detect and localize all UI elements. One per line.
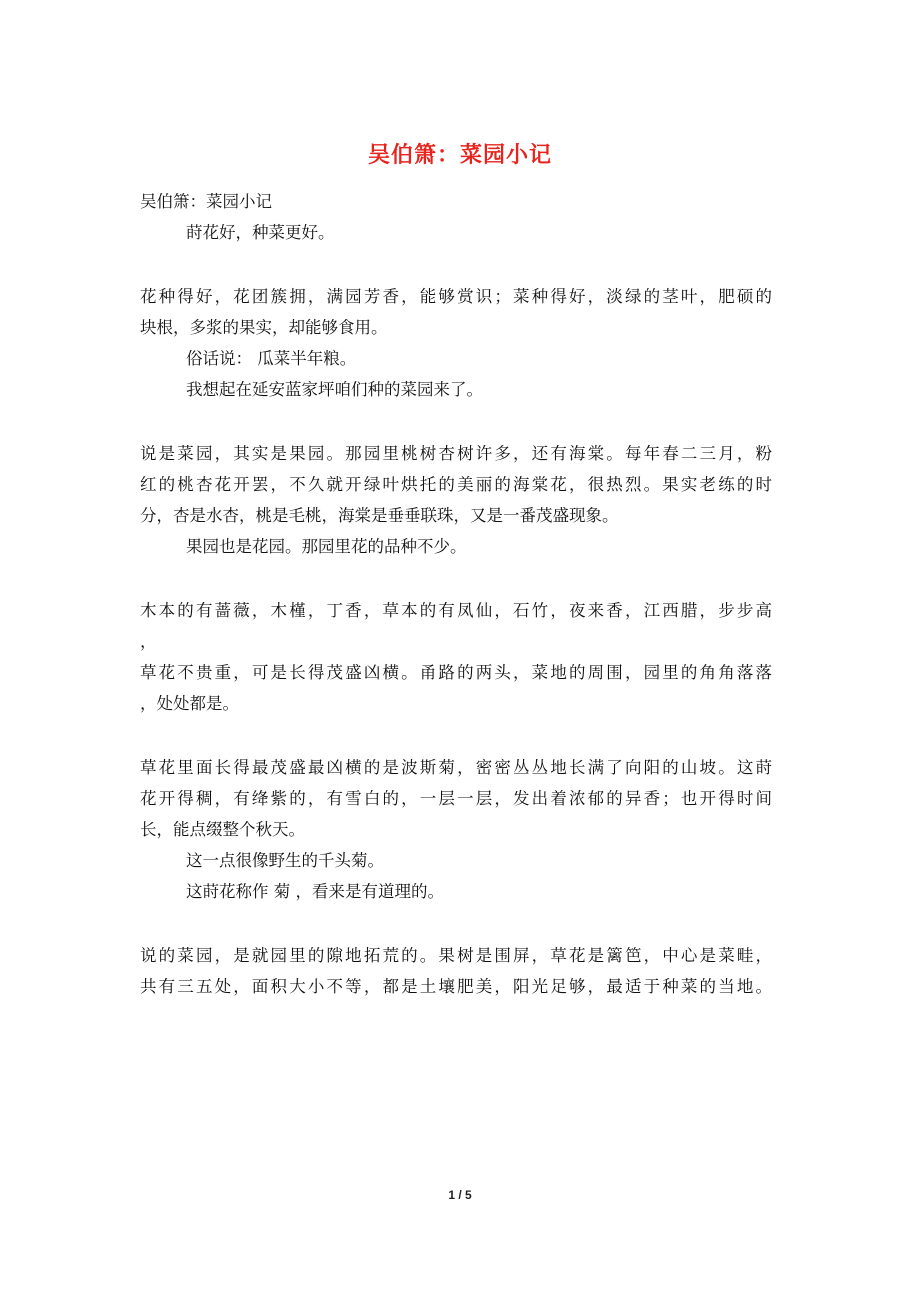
paragraph-gap	[140, 719, 772, 752]
paragraph-line: 分，杏是水杏，桃是毛桃，海棠是垂垂联珠，又是一番茂盛现象。	[140, 506, 619, 525]
paragraph-gap	[140, 907, 772, 940]
paragraph-line: 块根，多浆的果实，却能够食用。	[140, 318, 388, 337]
paragraph-line: 花开得稠，有绛紫的，有雪白的，一层一层，发出着浓郁的异香；也开得时间	[140, 789, 772, 808]
paragraph-gap	[140, 248, 772, 281]
document-body	[140, 186, 772, 1002]
paragraph-line: 红的桃杏花开罢，不久就开绿叶烘托的美丽的海棠花，很热烈。果实老练的时	[140, 475, 772, 494]
paragraph-line: 果园也是花园。那园里花的品种不少。	[186, 537, 467, 556]
paragraph-line: 说的菜园，是就园里的隙地拓荒的。果树是围屏，草花是篱笆，中心是菜畦，	[140, 946, 772, 965]
paragraph-line: 长，能点缀整个秋天。	[140, 820, 305, 839]
paragraph-line: 莳花好，种菜更好。	[186, 223, 335, 242]
subtitle-line: 吴伯箫：菜园小记	[140, 192, 272, 211]
paragraph-line: 俗话说： 瓜菜半年粮。	[186, 349, 357, 368]
paragraph-line: 花种得好，花团簇拥，满园芳香，能够赏识；菜种得好，淡绿的茎叶，肥硕的	[140, 287, 772, 306]
paragraph-line: ，处处都是。	[140, 694, 239, 713]
paragraph-line: 我想起在延安蓝家坪咱们种的菜园来了。	[186, 380, 483, 399]
paragraph-line: 木本的有蔷薇，木槿，丁香，草本的有凤仙，石竹，夜来香，江西腊，步步高	[140, 601, 772, 620]
paragraph-gap	[140, 562, 772, 595]
paragraph-line: 共有三五处，面积大小不等，都是土壤肥美，阳光足够，最适于种菜的当地。	[140, 977, 772, 996]
paragraph-line: 这莳花称作 菊 ，看来是有道理的。	[186, 882, 444, 901]
paragraph-line: 说是菜园，其实是果园。那园里桃树杏树许多，还有海棠。每年春二三月，粉	[140, 444, 772, 463]
paragraph-line: ，	[140, 632, 157, 651]
paragraph-line: 这一点很像野生的千头菊。	[186, 851, 384, 870]
page-number: 1 / 5	[448, 1188, 472, 1202]
paragraph-gap	[140, 405, 772, 438]
document-title: 吴伯箫：菜园小记	[367, 142, 552, 168]
paragraph-line: 草花不贵重，可是长得茂盛凶横。甬路的两头，菜地的周围，园里的角角落落	[140, 663, 772, 682]
paragraph-line: 草花里面长得最茂盛最凶横的是波斯菊，密密丛丛地长满了向阳的山坡。这莳	[140, 758, 772, 777]
